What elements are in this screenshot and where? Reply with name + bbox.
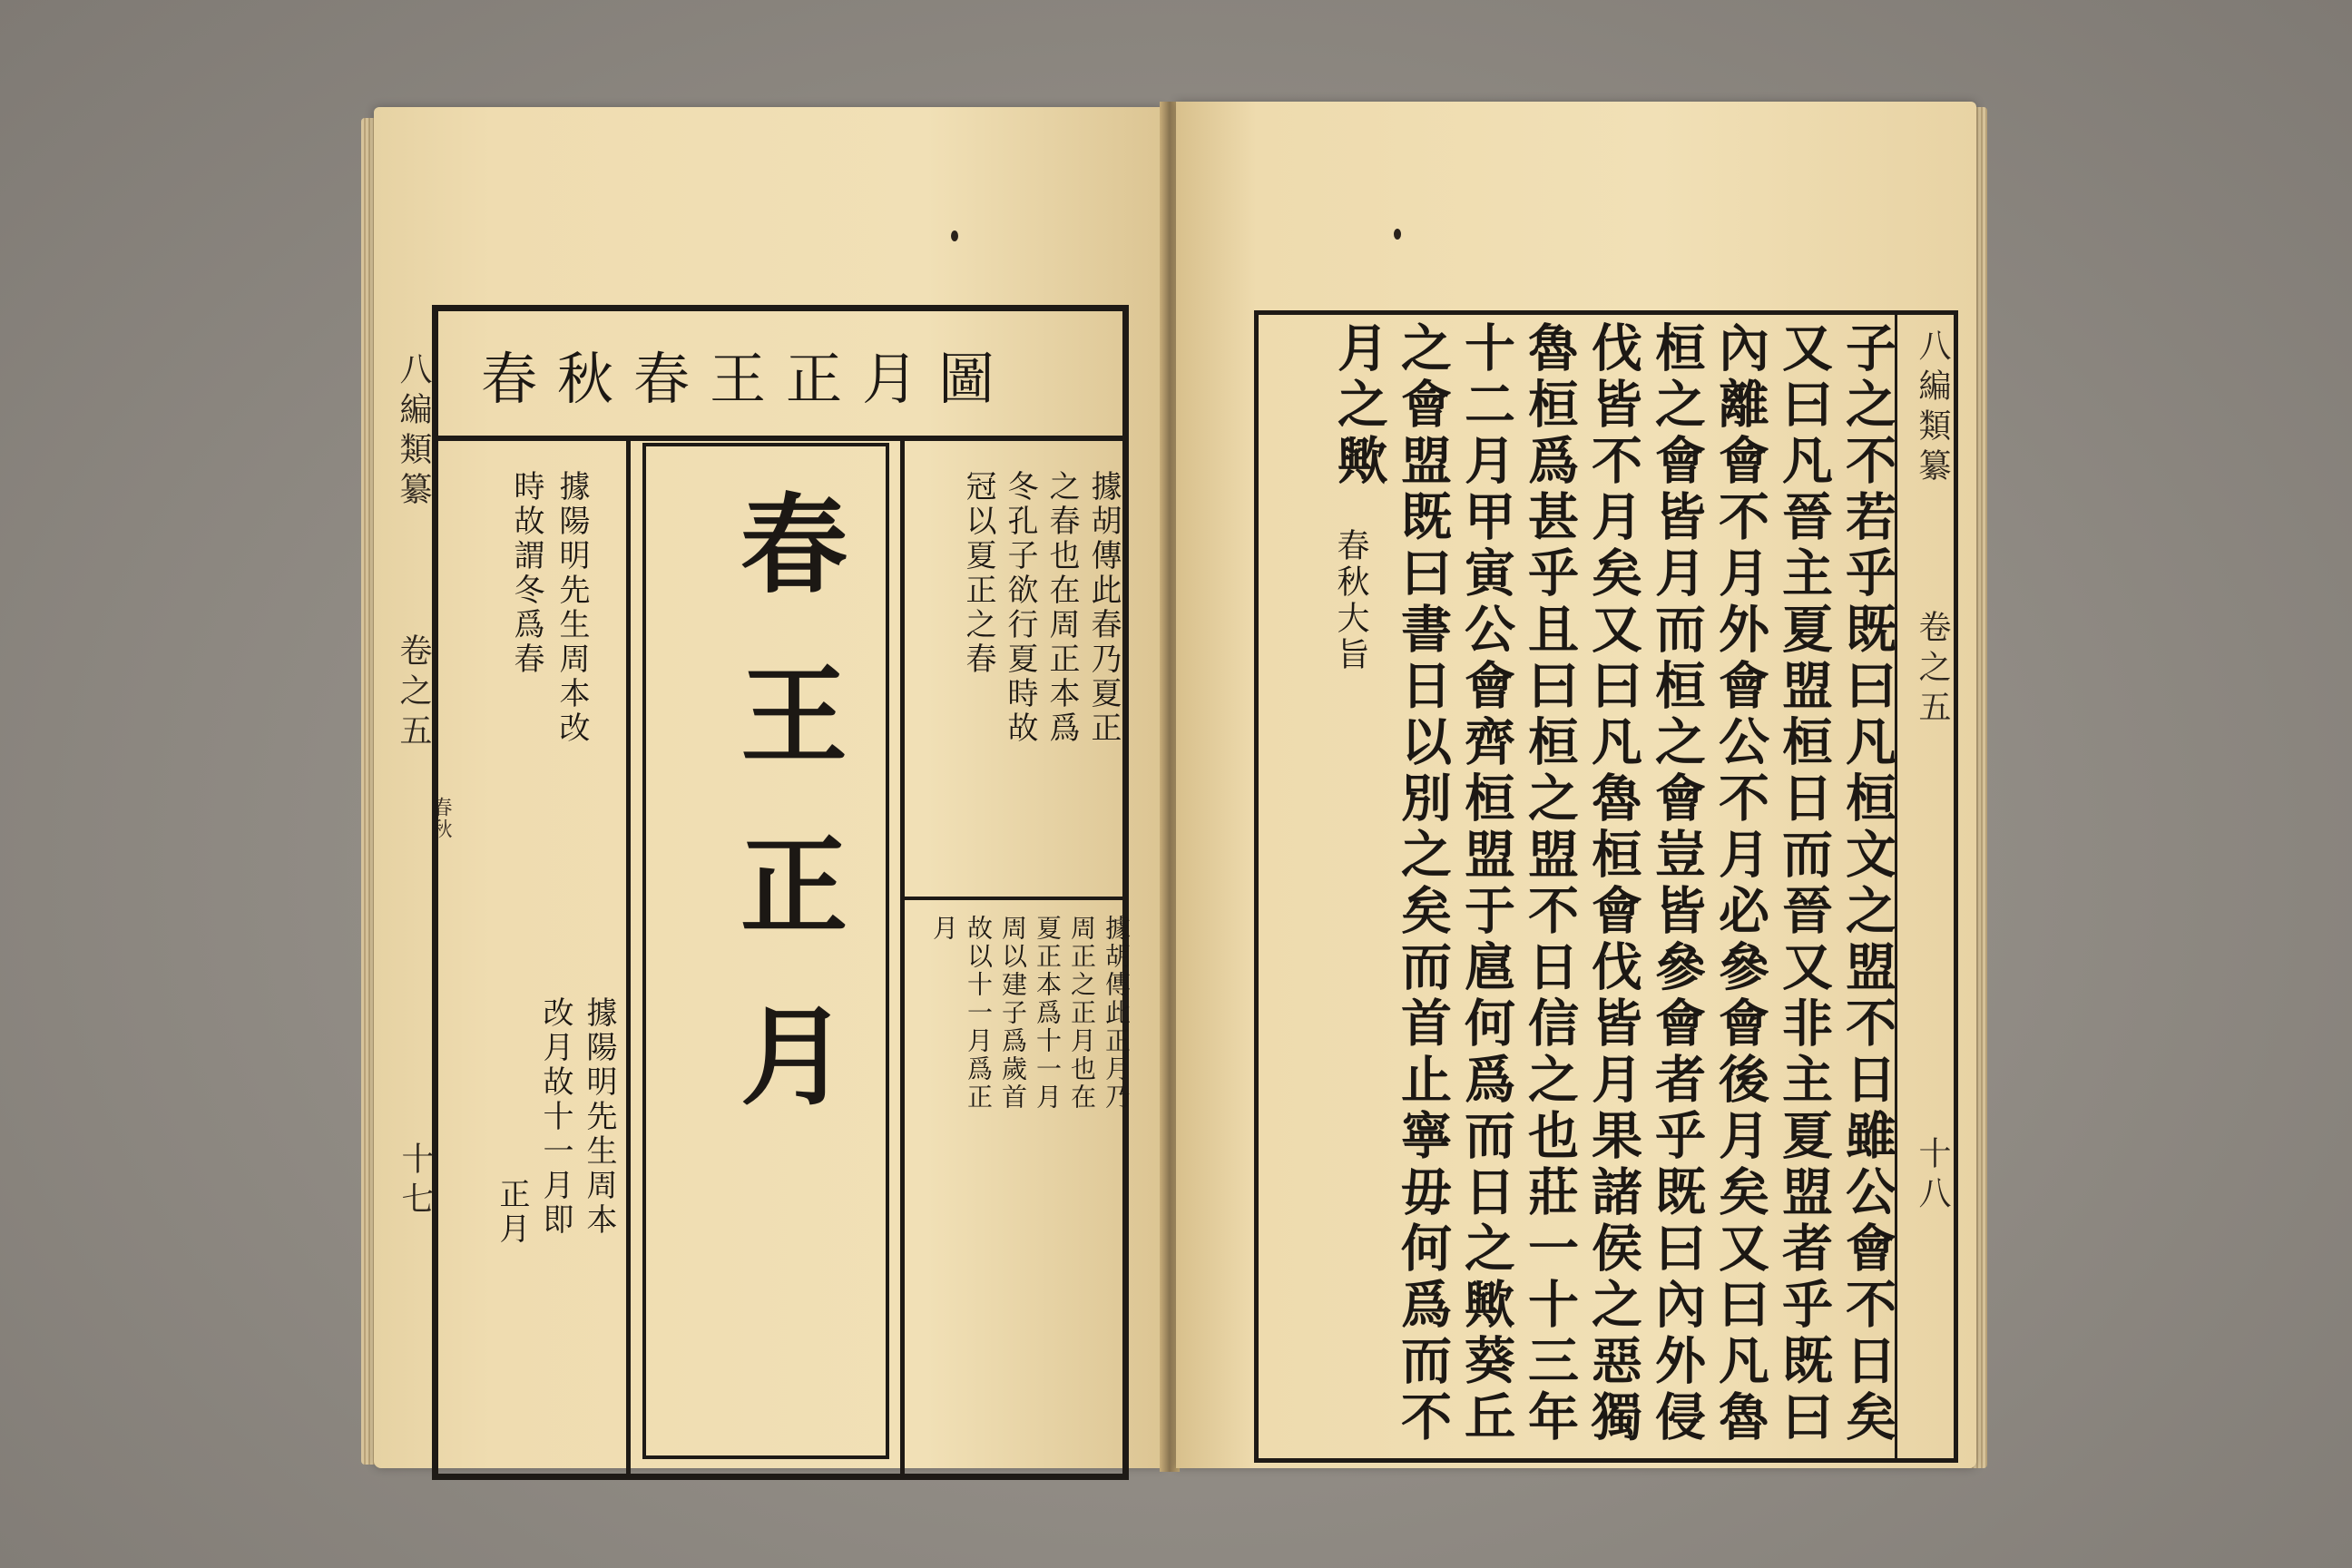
text-column: 十二月甲寅公會齊桓盟于扈何爲而日之歟葵丘 bbox=[1456, 321, 1516, 1446]
left-margin-volume: 卷之五 bbox=[395, 633, 432, 753]
right-margin-volume: 卷之五 bbox=[1914, 610, 1951, 730]
title-divider bbox=[432, 436, 1129, 441]
right-margin-book-title: 八編類纂 bbox=[1914, 328, 1951, 488]
left-margin-page-number: 十七 bbox=[397, 1142, 434, 1221]
text-column: 伐皆不月矣又曰凡魯桓會伐皆月果諸侯之惡獨 bbox=[1583, 321, 1643, 1446]
text-column: 月之歟 bbox=[1329, 321, 1389, 490]
text-column: 桓之會皆月而桓之會豈皆參會者乎既曰內外侵 bbox=[1647, 321, 1707, 1446]
text-column: 之會盟既曰書日以別之矣而首止寧毋何爲而不 bbox=[1393, 321, 1453, 1446]
source-attribution: 春秋大旨 bbox=[1332, 528, 1369, 673]
ink-spot bbox=[1394, 229, 1401, 240]
left-margin-section: 春秋 bbox=[429, 797, 452, 840]
text-column: 子之不若乎既曰凡桓文之盟不日雖公會不日矣 bbox=[1838, 321, 1897, 1446]
left-page: 八編類纂 卷之五 春秋 十七 春秋春王正月圖 春王正月 據胡傳此春乃夏正 之春也在周正本爲 冬孔子欲行夏時故 冠以夏正之春 據胡傳此正月乃 周正之正月也在 夏正本爲十一月 周以建子爲歲首 故以十一月爲正 月 據陽明先生周本改 時故謂冬爲春 據陽明先生周本 改月故十一月即 正月 bbox=[374, 107, 1163, 1468]
right-margin-page-number: 十八 bbox=[1914, 1136, 1951, 1216]
text-column: 內離會不月外會公不月必參會後月矣又曰凡魯 bbox=[1710, 321, 1770, 1446]
ink-spot bbox=[951, 230, 958, 241]
left-margin-book-title: 八編類纂 bbox=[395, 352, 432, 512]
text-column: 又曰凡晉主夏盟桓日而晉又非主夏盟者乎既曰 bbox=[1774, 321, 1834, 1446]
inner-divider-right bbox=[900, 439, 905, 1480]
text-column: 魯桓爲甚乎且曰桓之盟不日信之也莊一十三年 bbox=[1520, 321, 1580, 1446]
right-page bbox=[1176, 102, 1976, 1468]
center-phrase: 春王正月 bbox=[722, 488, 848, 1171]
inner-divider-left bbox=[626, 439, 631, 1480]
right-note-divider bbox=[904, 897, 1129, 900]
diagram-title: 春秋春王正月圖 bbox=[481, 346, 1015, 412]
